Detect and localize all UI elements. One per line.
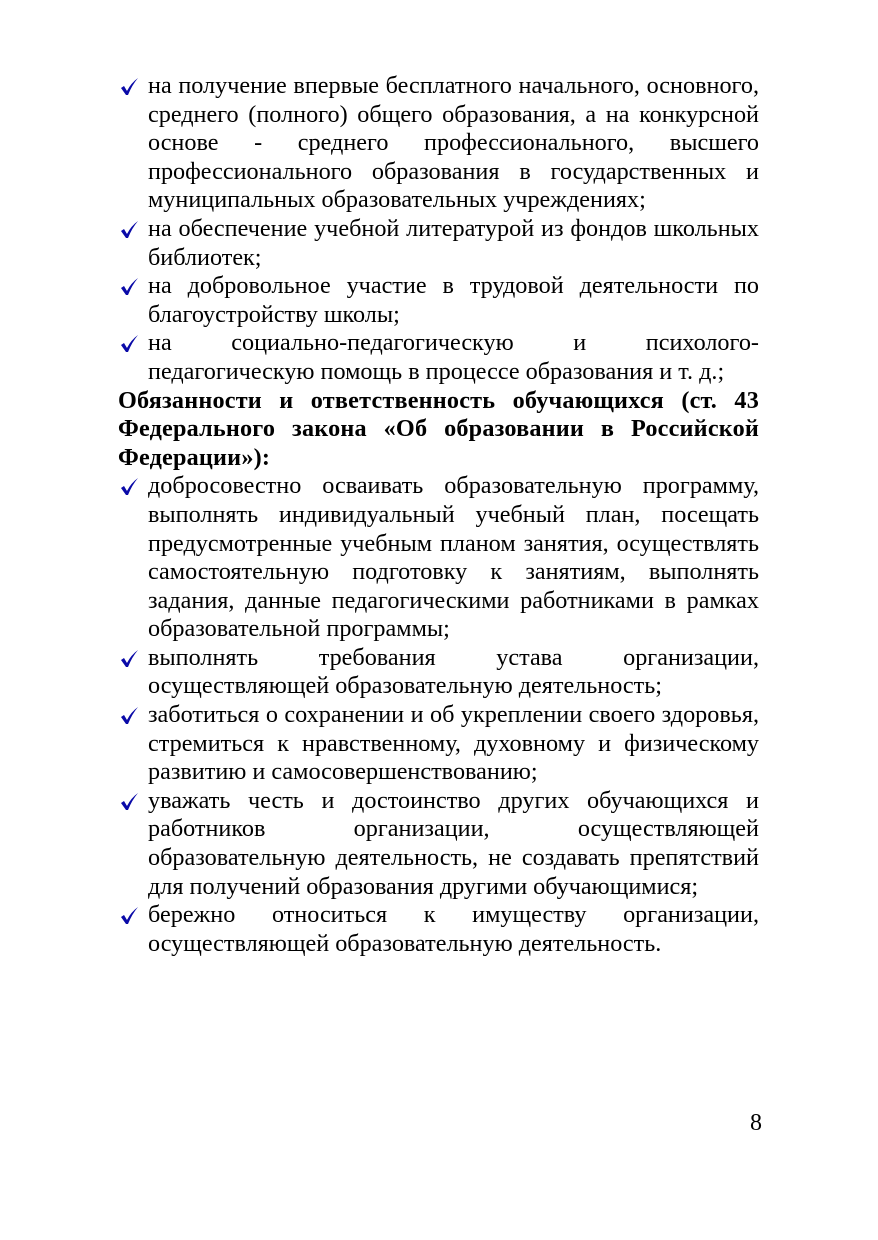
duties-list	[118, 472, 759, 958]
list-item-text: выполнять требования устава организации, осуществляющей образовательную деятельность;	[148, 643, 759, 700]
checkmark-icon	[119, 277, 139, 297]
list-item	[118, 787, 759, 901]
list-item-text: бережно относиться к имуществу организации, осуществляющей образовательную деятельность.	[148, 901, 759, 957]
checkmark-icon	[119, 77, 139, 97]
checkmark-icon	[119, 792, 139, 812]
checkmark-icon	[119, 706, 139, 726]
checkmark-icon	[119, 649, 139, 669]
list-item-text: добросовестно осваивать образовательную программу, выполнять индивидуальный учебный план, посещать предусмотренные учебным планом занятия, осуществлять самостоятельную подготовку к занятиям, выполнять задания, данные педагогическими работниками в рамках образовательной программы;	[148, 472, 759, 643]
list-item-text: на добровольное участие в трудовой деятельности по благоустройству школы;	[148, 272, 759, 328]
document-page	[118, 72, 759, 958]
list-item	[118, 472, 759, 644]
list-item-text: на социально-педагогическую и психолого-педагогическую помощь в процессе образования и т. д.;	[148, 329, 759, 385]
checkmark-icon	[119, 477, 139, 497]
page-number: 8	[750, 1110, 762, 1136]
rights-list	[118, 72, 759, 387]
section-heading: Обязанности и ответственность обучающихся (ст. 43 Федерального закона «Об образовании в Российской Федерации»):	[118, 386, 759, 471]
list-item-text: на обеспечение учебной литературой из фондов школьных библиотек;	[148, 214, 759, 271]
list-item	[118, 215, 759, 272]
list-item-text: заботиться о сохранении и об укреплении своего здоровья, стремиться к нравственному, духовному и физическому развитию и самосовершенствованию;	[148, 701, 759, 786]
list-item	[118, 72, 759, 215]
checkmark-icon	[119, 334, 139, 354]
list-item	[118, 329, 759, 386]
list-item	[118, 644, 759, 701]
list-item	[118, 272, 759, 329]
list-item-text: уважать честь и достоинство других обучающихся и работников организации, осуществляющей образовательную деятельность, не создавать препятствий для получений образования другими обучающимися;	[148, 786, 759, 900]
list-item-text: на получение впервые бесплатного начального, основного, среднего (полного) общего образования, а на конкурсной основе - среднего профессионального, высшего профессионального образования в государственных и муниципальных образовательных учреждениях;	[148, 72, 759, 214]
checkmark-icon	[119, 906, 139, 926]
list-item	[118, 701, 759, 787]
list-item	[118, 901, 759, 958]
checkmark-icon	[119, 220, 139, 240]
